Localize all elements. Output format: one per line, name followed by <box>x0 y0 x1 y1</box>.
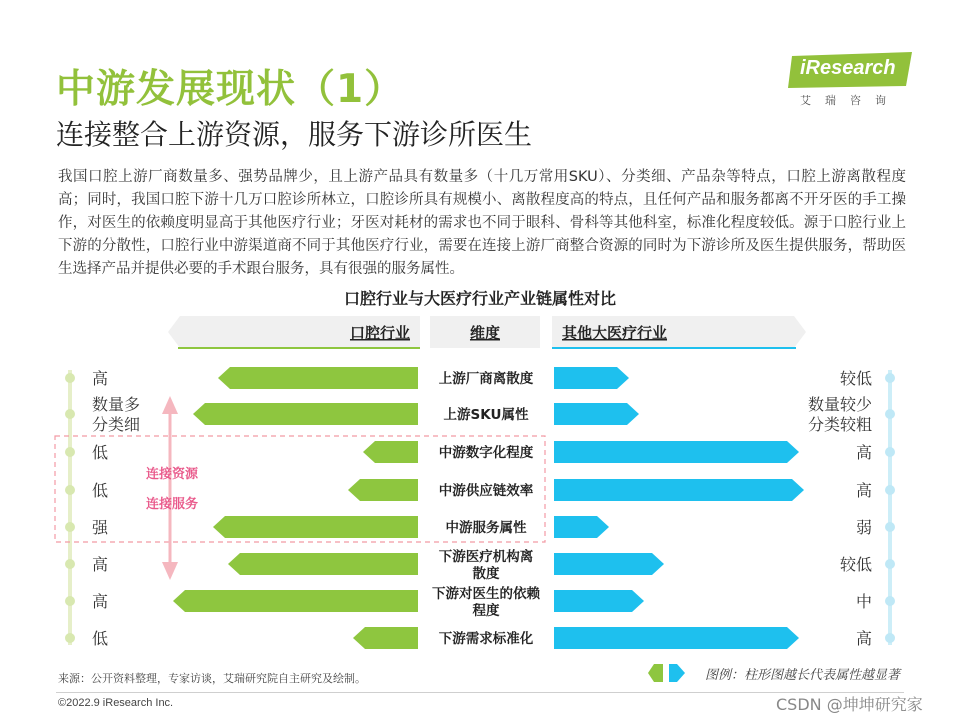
right-value-label: 高 <box>855 629 872 648</box>
left-dot <box>65 522 75 532</box>
arrow-down-head <box>162 562 178 580</box>
category-label: 上游厂商离散度 <box>438 371 534 387</box>
right-dot <box>885 373 895 383</box>
left-column-header: 口腔行业 <box>349 324 410 342</box>
category-label: 中游数字化程度 <box>438 445 534 461</box>
left-bar <box>218 367 418 389</box>
source-note: 来源：公开资料整理，专家访谈，艾瑞研究院自主研究及绘制。 <box>58 672 366 685</box>
right-value-label: 较低 <box>839 555 872 574</box>
right-bar <box>554 367 629 389</box>
category-label: 下游对医生的依赖 <box>432 586 540 602</box>
left-dot <box>65 409 75 419</box>
right-value-label: 分类较粗 <box>807 415 872 434</box>
middle-column-header: 维度 <box>469 324 501 342</box>
left-value-label: 数量多 <box>92 395 141 414</box>
chart-title: 口腔行业与大医疗行业产业链属性对比 <box>343 289 616 308</box>
left-bar <box>193 403 418 425</box>
right-bar <box>554 590 644 612</box>
left-dot <box>65 596 75 606</box>
right-dot <box>885 559 895 569</box>
category-label: 下游需求标准化 <box>438 631 534 647</box>
left-dot <box>65 559 75 569</box>
right-value-label: 中 <box>855 592 872 611</box>
left-value-label: 低 <box>92 443 109 462</box>
page-title: 中游发展现状（1） <box>56 67 405 112</box>
left-value-label: 高 <box>92 592 109 611</box>
legend-bars-icon <box>645 662 695 684</box>
category-label: 上游SKU属性 <box>443 407 529 423</box>
category-label: 中游服务属性 <box>445 520 527 536</box>
left-bar <box>228 553 418 575</box>
category-label: 散度 <box>472 566 500 582</box>
left-bar <box>173 590 418 612</box>
right-bar <box>554 516 609 538</box>
right-dot <box>885 633 895 643</box>
left-value-label: 低 <box>92 629 109 648</box>
comparison-chart <box>0 300 960 660</box>
right-bar <box>554 627 799 649</box>
annotation-connect-resources: 连接资源 <box>145 467 199 482</box>
copyright: ©2022.9 iResearch Inc. <box>58 697 174 709</box>
category-label: 程度 <box>472 603 500 619</box>
right-dot <box>885 409 895 419</box>
left-bar <box>348 479 418 501</box>
left-dot <box>65 633 75 643</box>
right-value-label: 较低 <box>839 369 872 388</box>
left-value-label: 分类细 <box>92 415 141 434</box>
arrow-up-head <box>162 396 178 414</box>
right-value-label: 高 <box>855 443 872 462</box>
left-dot <box>65 447 75 457</box>
page-subtitle: 连接整合上游资源，服务下游诊所医生 <box>56 118 533 151</box>
right-value-label: 弱 <box>855 518 872 537</box>
right-bar <box>554 403 639 425</box>
right-bar <box>554 441 799 463</box>
left-dot <box>65 485 75 495</box>
intro-paragraph: 我国口腔上游厂商数量多、强势品牌少，且上游产品具有数量多（十几万常用SKU）、分类细、产品杂等特点，口腔上游离散程度高；同时，我国口腔下游十几万口腔诊所林立，口腔诊所具有规模小、离散程度高的特点，且任何产品和服务都离不开牙医的手工操作，对医生的依赖度明显高于其他医疗行业；牙医对耗材的需求也不同于眼科、骨科等其他科室，标准化程度较低。源于口腔行业上下游的分散性，口腔行业中游渠道商不同于其他医疗行业，需要在连接上游厂商整合资源的同时为下游诊所及医生提供服务，帮助医生选择产品并提供必要的手术跟台服务，具有很强的服务属性。 <box>58 169 906 277</box>
left-value-label: 高 <box>92 555 109 574</box>
legend-note: 图例：柱形图越长代表属性越显著 <box>705 668 901 683</box>
right-dot <box>885 447 895 457</box>
right-dot <box>885 485 895 495</box>
left-bar <box>353 627 418 649</box>
right-bar <box>554 553 664 575</box>
right-dot <box>885 522 895 532</box>
right-dot <box>885 596 895 606</box>
right-column-header: 其他大医疗行业 <box>562 324 668 342</box>
left-value-label: 高 <box>92 369 109 388</box>
category-label: 中游供应链效率 <box>438 483 534 499</box>
right-bar <box>554 479 804 501</box>
right-value-label: 数量较少 <box>807 395 872 414</box>
annotation-connect-services: 连接服务 <box>145 497 199 512</box>
left-value-label: 低 <box>92 481 109 500</box>
watermark: CSDN @坤坤研究家 <box>776 695 923 714</box>
left-dot <box>65 373 75 383</box>
logo-cn: 艾瑞咨询 <box>800 94 900 107</box>
left-value-label: 强 <box>92 518 109 537</box>
logo-text: iResearch <box>800 57 896 79</box>
category-label: 下游医疗机构离 <box>438 549 534 565</box>
left-bar <box>213 516 418 538</box>
left-bar <box>363 441 418 463</box>
right-value-label: 高 <box>855 481 872 500</box>
